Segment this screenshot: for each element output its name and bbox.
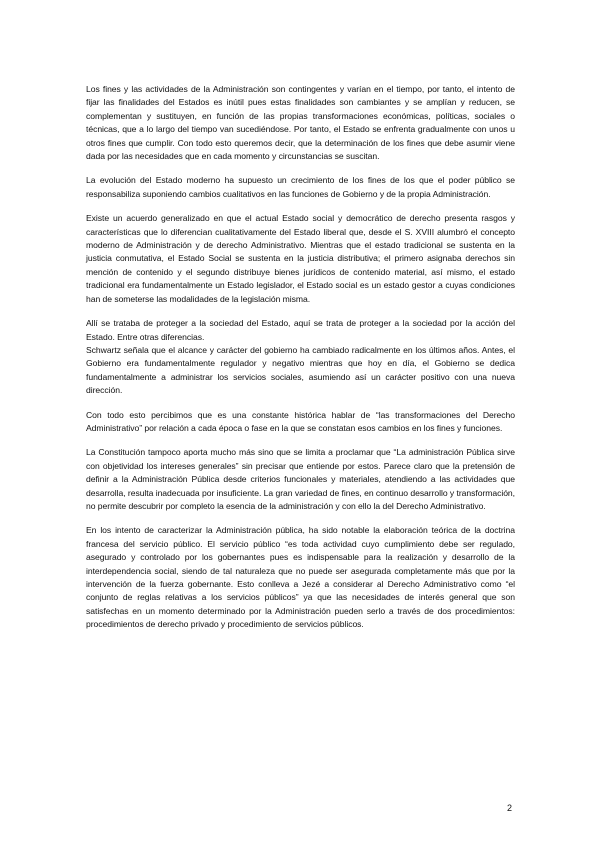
paragraph-evolucion-estado: La evolución del Estado moderno ha supuesto un crecimiento de los fines de los que el poder público se responsabiliza suponiendo cambios cualitativos en las funciones de Gobierno y de la propia Administración.	[86, 175, 515, 199]
paragraph-fines-actividades: Los fines y las actividades de la Administración son contingentes y varían en el tiempo, por tanto, el intento de fijar las finalidades del Estados es inútil pues estas finalidades son cambiantes y se amplían y reducen, se complementan y sustituyen, en función de las propias transformaciones económicas, políticas, sociales o técnicas, que a lo largo del tiempo van sucediéndose. Por tanto, el Estado se enfrenta gradualmente con unos u otros fines que cumplir. Con todo esto queremos decir, que la determinación de los fines que debe asumir viene dada por las necesidades que en cada momento y circunstancias se suscitan.	[86, 84, 515, 162]
page-body	[86, 83, 515, 643]
paragraph-constitucion: La Constitución tampoco aporta mucho más sino que se limita a proclamar que “La administración Pública sirve con objetividad los intereses generales” sin precisar que entiende por estos. Parece claro que la pretensión de definir a la Administración Pública desde criterios funcionales y materiales, atendiendo a las actividades que desarrolla, resulta inadecuada por insuficiente. La gran variedad de fines, en continuo desarrollo y transformación, no permite descubrir por completo la esencia de la administración y con ello la del Derecho Administrativo.	[86, 447, 515, 511]
page-number: 2	[507, 803, 513, 813]
paragraph-transformaciones: Con todo esto percibimos que es una constante histórica hablar de “las transformaciones del Derecho Administrativo” por relación a cada época o fase en la que se constatan esos cambios en los fines y funciones.	[86, 409, 515, 433]
paragraph-proteger-sociedad: Allí se trataba de proteger a la sociedad del Estado, aquí se trata de proteger a la sociedad por la acción del Estado. Entre otras diferencias.	[86, 318, 515, 342]
paragraph-servicio-publico: En los intento de caracterizar la Administración pública, ha sido notable la elaboración teórica de la doctrina francesa del servicio público. El servicio público “es toda actividad cuyo cumplimiento debe ser regulado, asegurado y controlado por los gobernantes pues es indispensable para la realización y desarrollo de la interdependencia social, siendo de tal naturaleza que no puede ser asegurada completamente más que por la intervención de la fuerza gobernante. Esto conlleva a Jezé a considerar al Derecho Administrativo como “el conjunto de reglas relativas a los servicios públicos” ya que las necesidades de interés general que son satisfechas en un momento determinado por la Administración pueden serlo a través de dos procedimientos: procedimientos de derecho privado y procedimiento de servicios públicos.	[86, 525, 515, 630]
paragraph-schwartz: Schwartz señala que el alcance y carácter del gobierno ha cambiado radicalmente en los últimos años. Antes, el Gobierno era fundamentalmente regulador y negativo mientras que hoy en día, el Gobierno se dedica fundamentalmente a administrar los servicios sociales, asumiendo así un carácter positivo con una nueva dirección.	[86, 344, 515, 396]
paragraph-estado-social: Existe un acuerdo generalizado en que el actual Estado social y democrático de derecho presenta rasgos y características que lo diferencian cualitativamente del Estado liberal que, desde el S. XVIII alumbró el concepto moderno de Administración y de derecho Administrativo. Mientras que el estado tradicional se sustenta en la justicia conmutativa, el Estado Social se sustenta en la justicia distributiva; el primero asignaba derechos sin mención de contenido y el segundo distribuye bienes jurídicos de contenido material, así mismo, el estado tradicional era fundamentalmente un Estado legislador, el Estado social es un estado gestor a cuyas condiciones han de someterse las modalidades de la legislación misma.	[86, 213, 515, 304]
